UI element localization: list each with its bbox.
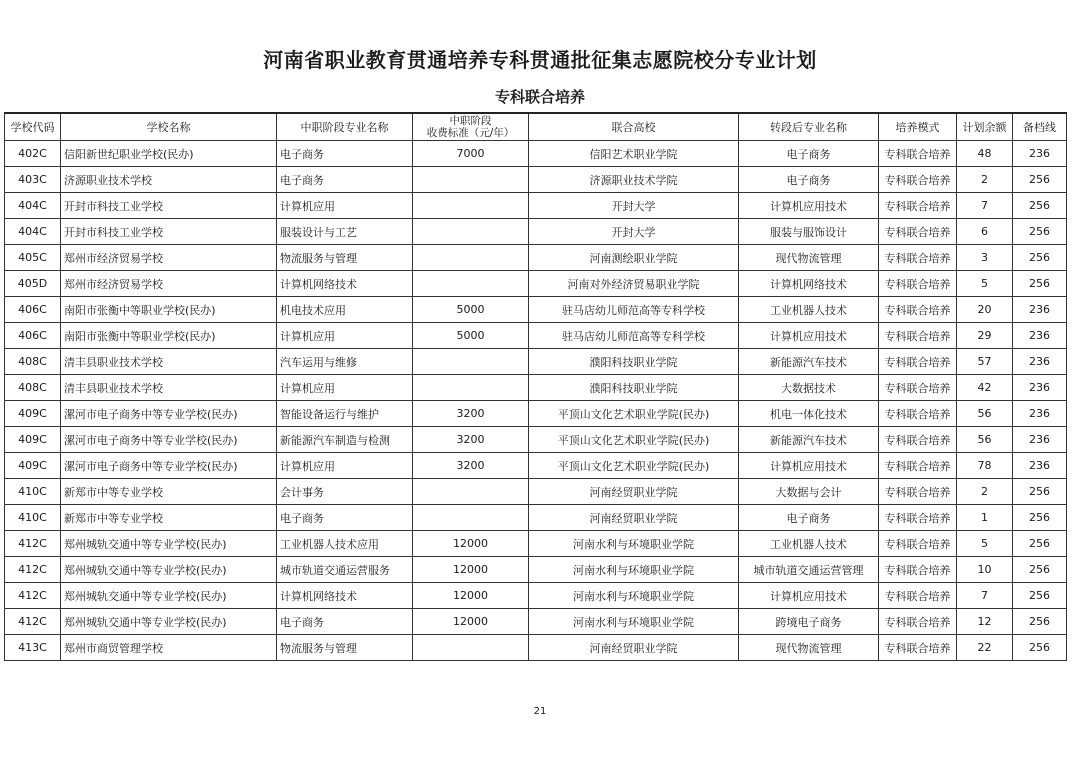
cell-major: 城市轨道交通运营服务 <box>277 557 413 583</box>
cell-remaining: 10 <box>957 557 1013 583</box>
cell-fee <box>413 271 529 297</box>
cell-major: 汽车运用与维修 <box>277 349 413 375</box>
cell-school-name: 郑州市商贸管理学校 <box>61 635 277 661</box>
table-row <box>5 323 1067 349</box>
cell-remaining: 57 <box>957 349 1013 375</box>
cell-school-name: 漯河市电子商务中等专业学校(民办) <box>61 453 277 479</box>
header-school-code: 学校代码 <box>5 113 61 141</box>
cell-major: 服装设计与工艺 <box>277 219 413 245</box>
cell-new-major: 电子商务 <box>739 141 879 167</box>
cell-new-major: 新能源汽车技术 <box>739 427 879 453</box>
cell-major: 计算机应用 <box>277 323 413 349</box>
cell-remaining: 56 <box>957 401 1013 427</box>
cell-fee <box>413 219 529 245</box>
cell-training-mode: 专科联合培养 <box>879 401 957 427</box>
cell-training-mode: 专科联合培养 <box>879 635 957 661</box>
cell-fee: 3200 <box>413 427 529 453</box>
cell-training-mode: 专科联合培养 <box>879 375 957 401</box>
cell-school-code: 410C <box>5 479 61 505</box>
cell-remaining: 2 <box>957 479 1013 505</box>
cell-training-mode: 专科联合培养 <box>879 427 957 453</box>
cell-partner-college: 河南水利与环境职业学院 <box>529 531 739 557</box>
cell-training-mode: 专科联合培养 <box>879 453 957 479</box>
cell-partner-college: 河南对外经济贸易职业学院 <box>529 271 739 297</box>
cell-fee <box>413 635 529 661</box>
cell-partner-college: 濮阳科技职业学院 <box>529 375 739 401</box>
cell-major: 物流服务与管理 <box>277 635 413 661</box>
cell-fee <box>413 167 529 193</box>
cell-partner-college: 平顶山文化艺术职业学院(民办) <box>529 427 739 453</box>
cell-partner-college: 河南经贸职业学院 <box>529 479 739 505</box>
cell-school-code: 409C <box>5 427 61 453</box>
cell-score-line: 256 <box>1013 505 1067 531</box>
cell-fee: 12000 <box>413 609 529 635</box>
enrollment-plan-table <box>4 112 1067 661</box>
cell-new-major: 服装与服饰设计 <box>739 219 879 245</box>
header-major: 中职阶段专业名称 <box>277 113 413 141</box>
cell-fee <box>413 349 529 375</box>
cell-partner-college: 平顶山文化艺术职业学院(民办) <box>529 453 739 479</box>
cell-fee <box>413 505 529 531</box>
cell-fee <box>413 193 529 219</box>
cell-school-code: 412C <box>5 531 61 557</box>
cell-major: 机电技术应用 <box>277 297 413 323</box>
cell-training-mode: 专科联合培养 <box>879 479 957 505</box>
cell-new-major: 计算机应用技术 <box>739 583 879 609</box>
cell-major: 智能设备运行与维护 <box>277 401 413 427</box>
cell-school-name: 清丰县职业技术学校 <box>61 375 277 401</box>
cell-school-name: 郑州城轨交通中等专业学校(民办) <box>61 583 277 609</box>
cell-new-major: 城市轨道交通运营管理 <box>739 557 879 583</box>
cell-remaining: 56 <box>957 427 1013 453</box>
cell-major: 电子商务 <box>277 609 413 635</box>
cell-score-line: 236 <box>1013 323 1067 349</box>
table-row <box>5 479 1067 505</box>
cell-new-major: 计算机应用技术 <box>739 193 879 219</box>
cell-fee <box>413 375 529 401</box>
cell-fee: 3200 <box>413 453 529 479</box>
cell-score-line: 236 <box>1013 427 1067 453</box>
cell-school-code: 406C <box>5 323 61 349</box>
cell-school-name: 南阳市张衡中等职业学校(民办) <box>61 323 277 349</box>
cell-new-major: 现代物流管理 <box>739 635 879 661</box>
table-row <box>5 375 1067 401</box>
header-school-name: 学校名称 <box>61 113 277 141</box>
table-header-row <box>5 113 1067 141</box>
cell-training-mode: 专科联合培养 <box>879 141 957 167</box>
cell-remaining: 5 <box>957 531 1013 557</box>
cell-school-name: 郑州市经济贸易学校 <box>61 271 277 297</box>
page-title: 河南省职业教育贯通培养专科贯通批征集志愿院校分专业计划 <box>263 48 817 72</box>
cell-school-name: 济源职业技术学校 <box>61 167 277 193</box>
cell-partner-college: 濮阳科技职业学院 <box>529 349 739 375</box>
cell-score-line: 256 <box>1013 531 1067 557</box>
header-partner-college: 联合高校 <box>529 113 739 141</box>
cell-school-code: 402C <box>5 141 61 167</box>
cell-major: 会计事务 <box>277 479 413 505</box>
cell-training-mode: 专科联合培养 <box>879 219 957 245</box>
cell-school-name: 郑州市经济贸易学校 <box>61 245 277 271</box>
cell-school-code: 413C <box>5 635 61 661</box>
header-fee <box>413 113 529 141</box>
table-row <box>5 245 1067 271</box>
table-row <box>5 349 1067 375</box>
cell-fee: 5000 <box>413 323 529 349</box>
cell-remaining: 12 <box>957 609 1013 635</box>
cell-fee <box>413 479 529 505</box>
cell-partner-college: 开封大学 <box>529 219 739 245</box>
cell-training-mode: 专科联合培养 <box>879 245 957 271</box>
cell-fee: 12000 <box>413 531 529 557</box>
cell-training-mode: 专科联合培养 <box>879 167 957 193</box>
cell-training-mode: 专科联合培养 <box>879 505 957 531</box>
cell-training-mode: 专科联合培养 <box>879 323 957 349</box>
cell-remaining: 1 <box>957 505 1013 531</box>
cell-score-line: 256 <box>1013 271 1067 297</box>
header-new-major: 转段后专业名称 <box>739 113 879 141</box>
cell-new-major: 现代物流管理 <box>739 245 879 271</box>
cell-major: 电子商务 <box>277 505 413 531</box>
cell-remaining: 7 <box>957 193 1013 219</box>
cell-fee: 12000 <box>413 583 529 609</box>
cell-remaining: 48 <box>957 141 1013 167</box>
cell-school-name: 郑州城轨交通中等专业学校(民办) <box>61 531 277 557</box>
cell-school-code: 412C <box>5 609 61 635</box>
cell-major: 计算机网络技术 <box>277 271 413 297</box>
cell-school-code: 412C <box>5 583 61 609</box>
cell-new-major: 工业机器人技术 <box>739 531 879 557</box>
cell-new-major: 工业机器人技术 <box>739 297 879 323</box>
cell-new-major: 新能源汽车技术 <box>739 349 879 375</box>
cell-school-name: 郑州城轨交通中等专业学校(民办) <box>61 609 277 635</box>
cell-score-line: 256 <box>1013 245 1067 271</box>
cell-remaining: 22 <box>957 635 1013 661</box>
cell-school-name: 新郑市中等专业学校 <box>61 479 277 505</box>
cell-new-major: 跨境电子商务 <box>739 609 879 635</box>
header-fee-line1: 中职阶段 <box>449 115 492 127</box>
cell-school-name: 信阳新世纪职业学校(民办) <box>61 141 277 167</box>
cell-fee: 7000 <box>413 141 529 167</box>
cell-school-name: 南阳市张衡中等职业学校(民办) <box>61 297 277 323</box>
cell-remaining: 29 <box>957 323 1013 349</box>
cell-school-name: 开封市科技工业学校 <box>61 219 277 245</box>
cell-score-line: 256 <box>1013 609 1067 635</box>
cell-remaining: 78 <box>957 453 1013 479</box>
cell-partner-college: 河南水利与环境职业学院 <box>529 609 739 635</box>
cell-school-code: 406C <box>5 297 61 323</box>
page-number: 21 <box>533 706 547 717</box>
cell-remaining: 3 <box>957 245 1013 271</box>
cell-remaining: 20 <box>957 297 1013 323</box>
cell-remaining: 6 <box>957 219 1013 245</box>
cell-school-code: 405C <box>5 245 61 271</box>
cell-fee: 5000 <box>413 297 529 323</box>
cell-remaining: 5 <box>957 271 1013 297</box>
cell-new-major: 电子商务 <box>739 505 879 531</box>
cell-score-line: 256 <box>1013 583 1067 609</box>
cell-score-line: 236 <box>1013 401 1067 427</box>
cell-school-code: 408C <box>5 349 61 375</box>
cell-fee: 12000 <box>413 557 529 583</box>
cell-new-major: 电子商务 <box>739 167 879 193</box>
cell-school-code: 404C <box>5 193 61 219</box>
table-body <box>5 141 1067 661</box>
cell-major: 计算机应用 <box>277 193 413 219</box>
cell-major: 工业机器人技术应用 <box>277 531 413 557</box>
cell-partner-college: 河南测绘职业学院 <box>529 245 739 271</box>
cell-school-code: 404C <box>5 219 61 245</box>
table-row <box>5 193 1067 219</box>
cell-partner-college: 河南经贸职业学院 <box>529 635 739 661</box>
header-score-line: 备档线 <box>1013 113 1067 141</box>
cell-partner-college: 驻马店幼儿师范高等专科学校 <box>529 323 739 349</box>
table-row <box>5 297 1067 323</box>
cell-fee: 3200 <box>413 401 529 427</box>
table-row <box>5 219 1067 245</box>
cell-partner-college: 信阳艺术职业学院 <box>529 141 739 167</box>
cell-school-code: 403C <box>5 167 61 193</box>
cell-score-line: 256 <box>1013 167 1067 193</box>
table-row <box>5 531 1067 557</box>
table-row <box>5 557 1067 583</box>
cell-remaining: 2 <box>957 167 1013 193</box>
cell-school-code: 409C <box>5 453 61 479</box>
cell-new-major: 计算机网络技术 <box>739 271 879 297</box>
table-row <box>5 453 1067 479</box>
cell-major: 计算机应用 <box>277 453 413 479</box>
cell-score-line: 236 <box>1013 141 1067 167</box>
cell-remaining: 42 <box>957 375 1013 401</box>
cell-score-line: 236 <box>1013 453 1067 479</box>
cell-major: 计算机应用 <box>277 375 413 401</box>
cell-fee <box>413 245 529 271</box>
cell-school-name: 开封市科技工业学校 <box>61 193 277 219</box>
header-training-mode: 培养模式 <box>879 113 957 141</box>
cell-major: 计算机网络技术 <box>277 583 413 609</box>
cell-major: 电子商务 <box>277 167 413 193</box>
cell-training-mode: 专科联合培养 <box>879 271 957 297</box>
cell-school-name: 漯河市电子商务中等专业学校(民办) <box>61 401 277 427</box>
cell-training-mode: 专科联合培养 <box>879 609 957 635</box>
cell-new-major: 计算机应用技术 <box>739 323 879 349</box>
cell-school-code: 412C <box>5 557 61 583</box>
cell-training-mode: 专科联合培养 <box>879 297 957 323</box>
cell-score-line: 256 <box>1013 479 1067 505</box>
page-subtitle: 专科联合培养 <box>494 88 585 106</box>
cell-training-mode: 专科联合培养 <box>879 531 957 557</box>
cell-school-code: 405D <box>5 271 61 297</box>
cell-school-name: 清丰县职业技术学校 <box>61 349 277 375</box>
cell-school-code: 408C <box>5 375 61 401</box>
cell-score-line: 256 <box>1013 557 1067 583</box>
header-fee-line2: 收费标准（元/年） <box>426 127 515 139</box>
table-row <box>5 401 1067 427</box>
cell-partner-college: 河南水利与环境职业学院 <box>529 583 739 609</box>
cell-score-line: 236 <box>1013 349 1067 375</box>
cell-training-mode: 专科联合培养 <box>879 557 957 583</box>
cell-school-code: 410C <box>5 505 61 531</box>
cell-training-mode: 专科联合培养 <box>879 349 957 375</box>
cell-major: 电子商务 <box>277 141 413 167</box>
cell-score-line: 236 <box>1013 297 1067 323</box>
table-row <box>5 167 1067 193</box>
cell-major: 物流服务与管理 <box>277 245 413 271</box>
cell-major: 新能源汽车制造与检测 <box>277 427 413 453</box>
table-row <box>5 271 1067 297</box>
table-row <box>5 505 1067 531</box>
header-remaining: 计划余额 <box>957 113 1013 141</box>
cell-partner-college: 河南经贸职业学院 <box>529 505 739 531</box>
cell-new-major: 大数据技术 <box>739 375 879 401</box>
cell-partner-college: 驻马店幼儿师范高等专科学校 <box>529 297 739 323</box>
cell-partner-college: 开封大学 <box>529 193 739 219</box>
cell-score-line: 256 <box>1013 219 1067 245</box>
cell-new-major: 大数据与会计 <box>739 479 879 505</box>
table-row <box>5 141 1067 167</box>
cell-school-name: 新郑市中等专业学校 <box>61 505 277 531</box>
table-row <box>5 635 1067 661</box>
table-row <box>5 583 1067 609</box>
cell-remaining: 7 <box>957 583 1013 609</box>
cell-school-name: 郑州城轨交通中等专业学校(民办) <box>61 557 277 583</box>
cell-school-code: 409C <box>5 401 61 427</box>
cell-training-mode: 专科联合培养 <box>879 583 957 609</box>
cell-score-line: 256 <box>1013 193 1067 219</box>
table-row <box>5 427 1067 453</box>
cell-partner-college: 河南水利与环境职业学院 <box>529 557 739 583</box>
cell-new-major: 计算机应用技术 <box>739 453 879 479</box>
cell-partner-college: 平顶山文化艺术职业学院(民办) <box>529 401 739 427</box>
cell-school-name: 漯河市电子商务中等专业学校(民办) <box>61 427 277 453</box>
table-row <box>5 609 1067 635</box>
cell-score-line: 236 <box>1013 375 1067 401</box>
cell-training-mode: 专科联合培养 <box>879 193 957 219</box>
cell-score-line: 256 <box>1013 635 1067 661</box>
cell-new-major: 机电一体化技术 <box>739 401 879 427</box>
cell-partner-college: 济源职业技术学院 <box>529 167 739 193</box>
